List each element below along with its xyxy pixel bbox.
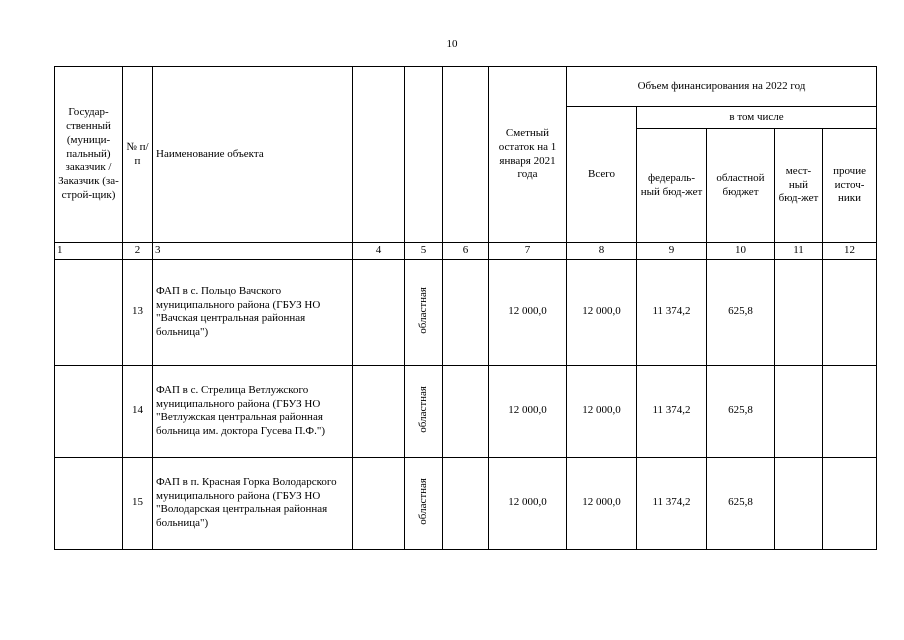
row-estimated-balance: 12 000,0 [489, 457, 567, 549]
row-regional-budget: 625,8 [707, 259, 775, 365]
column-number: 4 [353, 243, 405, 260]
row-other-sources [823, 457, 877, 549]
row-construction-years [443, 365, 489, 457]
column-number: 10 [707, 243, 775, 260]
header-total: Всего [567, 107, 637, 243]
row-federal-budget: 11 374,2 [637, 457, 707, 549]
header-regional-budget: областной бюджет [707, 129, 775, 243]
row-customer [55, 259, 123, 365]
financing-table [54, 66, 877, 550]
column-number: 11 [775, 243, 823, 260]
row-total: 12 000,0 [567, 259, 637, 365]
column-number: 2 [123, 243, 153, 260]
row-construction-years [443, 457, 489, 549]
row-federal-budget: 11 374,2 [637, 259, 707, 365]
header-object-name: Наименование объекта [153, 67, 353, 243]
row-municipal-district [353, 259, 405, 365]
row-municipal-district [353, 365, 405, 457]
row-federal-budget: 11 374,2 [637, 365, 707, 457]
row-local-budget [775, 457, 823, 549]
row-number: 14 [123, 365, 153, 457]
column-number: 5 [405, 243, 443, 260]
row-estimated-balance: 12 000,0 [489, 365, 567, 457]
row-construction-years [443, 259, 489, 365]
header-ownership [405, 67, 443, 243]
header-local-budget: мест-ный бюд-жет [775, 129, 823, 243]
row-ownership [405, 365, 443, 457]
page-number: 10 [446, 38, 458, 50]
row-number: 15 [123, 457, 153, 549]
table-row [55, 259, 877, 365]
row-total: 12 000,0 [567, 457, 637, 549]
row-regional-budget: 625,8 [707, 457, 775, 549]
column-number: 1 [55, 243, 123, 260]
column-number: 9 [637, 243, 707, 260]
column-number: 3 [153, 243, 353, 260]
header-customer: Государ-ственный (муници-пальный) заказчик / Заказчик (за-строй-щик) [55, 67, 123, 243]
column-number: 12 [823, 243, 877, 260]
table-row [55, 457, 877, 549]
row-object-name: ФАП в с. Стрелица Ветлужского муниципального района (ГБУЗ НО "Ветлужская центральная районная больница им. доктора Гусева П.Ф.") [153, 365, 353, 457]
column-number: 8 [567, 243, 637, 260]
row-customer [55, 365, 123, 457]
row-ownership-text: областная [416, 385, 429, 433]
row-object-name: ФАП в п. Красная Горка Володарского муниципального района (ГБУЗ НО "Володарская центральная районная больница") [153, 457, 353, 549]
row-ownership-text: областная [416, 477, 429, 525]
row-object-name: ФАП в с. Польцо Вачского муниципального района (ГБУЗ НО "Вачская центральная районная больница") [153, 259, 353, 365]
row-customer [55, 457, 123, 549]
row-ownership-text: областная [416, 286, 429, 334]
column-number: 6 [443, 243, 489, 260]
row-local-budget [775, 259, 823, 365]
row-other-sources [823, 365, 877, 457]
row-ownership [405, 457, 443, 549]
row-other-sources [823, 259, 877, 365]
row-total: 12 000,0 [567, 365, 637, 457]
header-construction-years [443, 67, 489, 243]
table-row [55, 365, 877, 457]
row-regional-budget: 625,8 [707, 365, 775, 457]
header-funding-title: Объем финансирования на 2022 год [567, 67, 877, 107]
header-federal-budget: федераль-ный бюд-жет [637, 129, 707, 243]
header-estimated-balance: Сметный остаток на 1 января 2021 года [489, 67, 567, 243]
row-estimated-balance: 12 000,0 [489, 259, 567, 365]
column-number: 7 [489, 243, 567, 260]
row-ownership [405, 259, 443, 365]
header-municipal-district [353, 67, 405, 243]
header-including: в том числе [637, 107, 877, 129]
row-municipal-district [353, 457, 405, 549]
header-number: № п/п [123, 67, 153, 243]
header-other-sources: прочие источ-ники [823, 129, 877, 243]
row-local-budget [775, 365, 823, 457]
column-number-row [55, 243, 877, 260]
row-number: 13 [123, 259, 153, 365]
